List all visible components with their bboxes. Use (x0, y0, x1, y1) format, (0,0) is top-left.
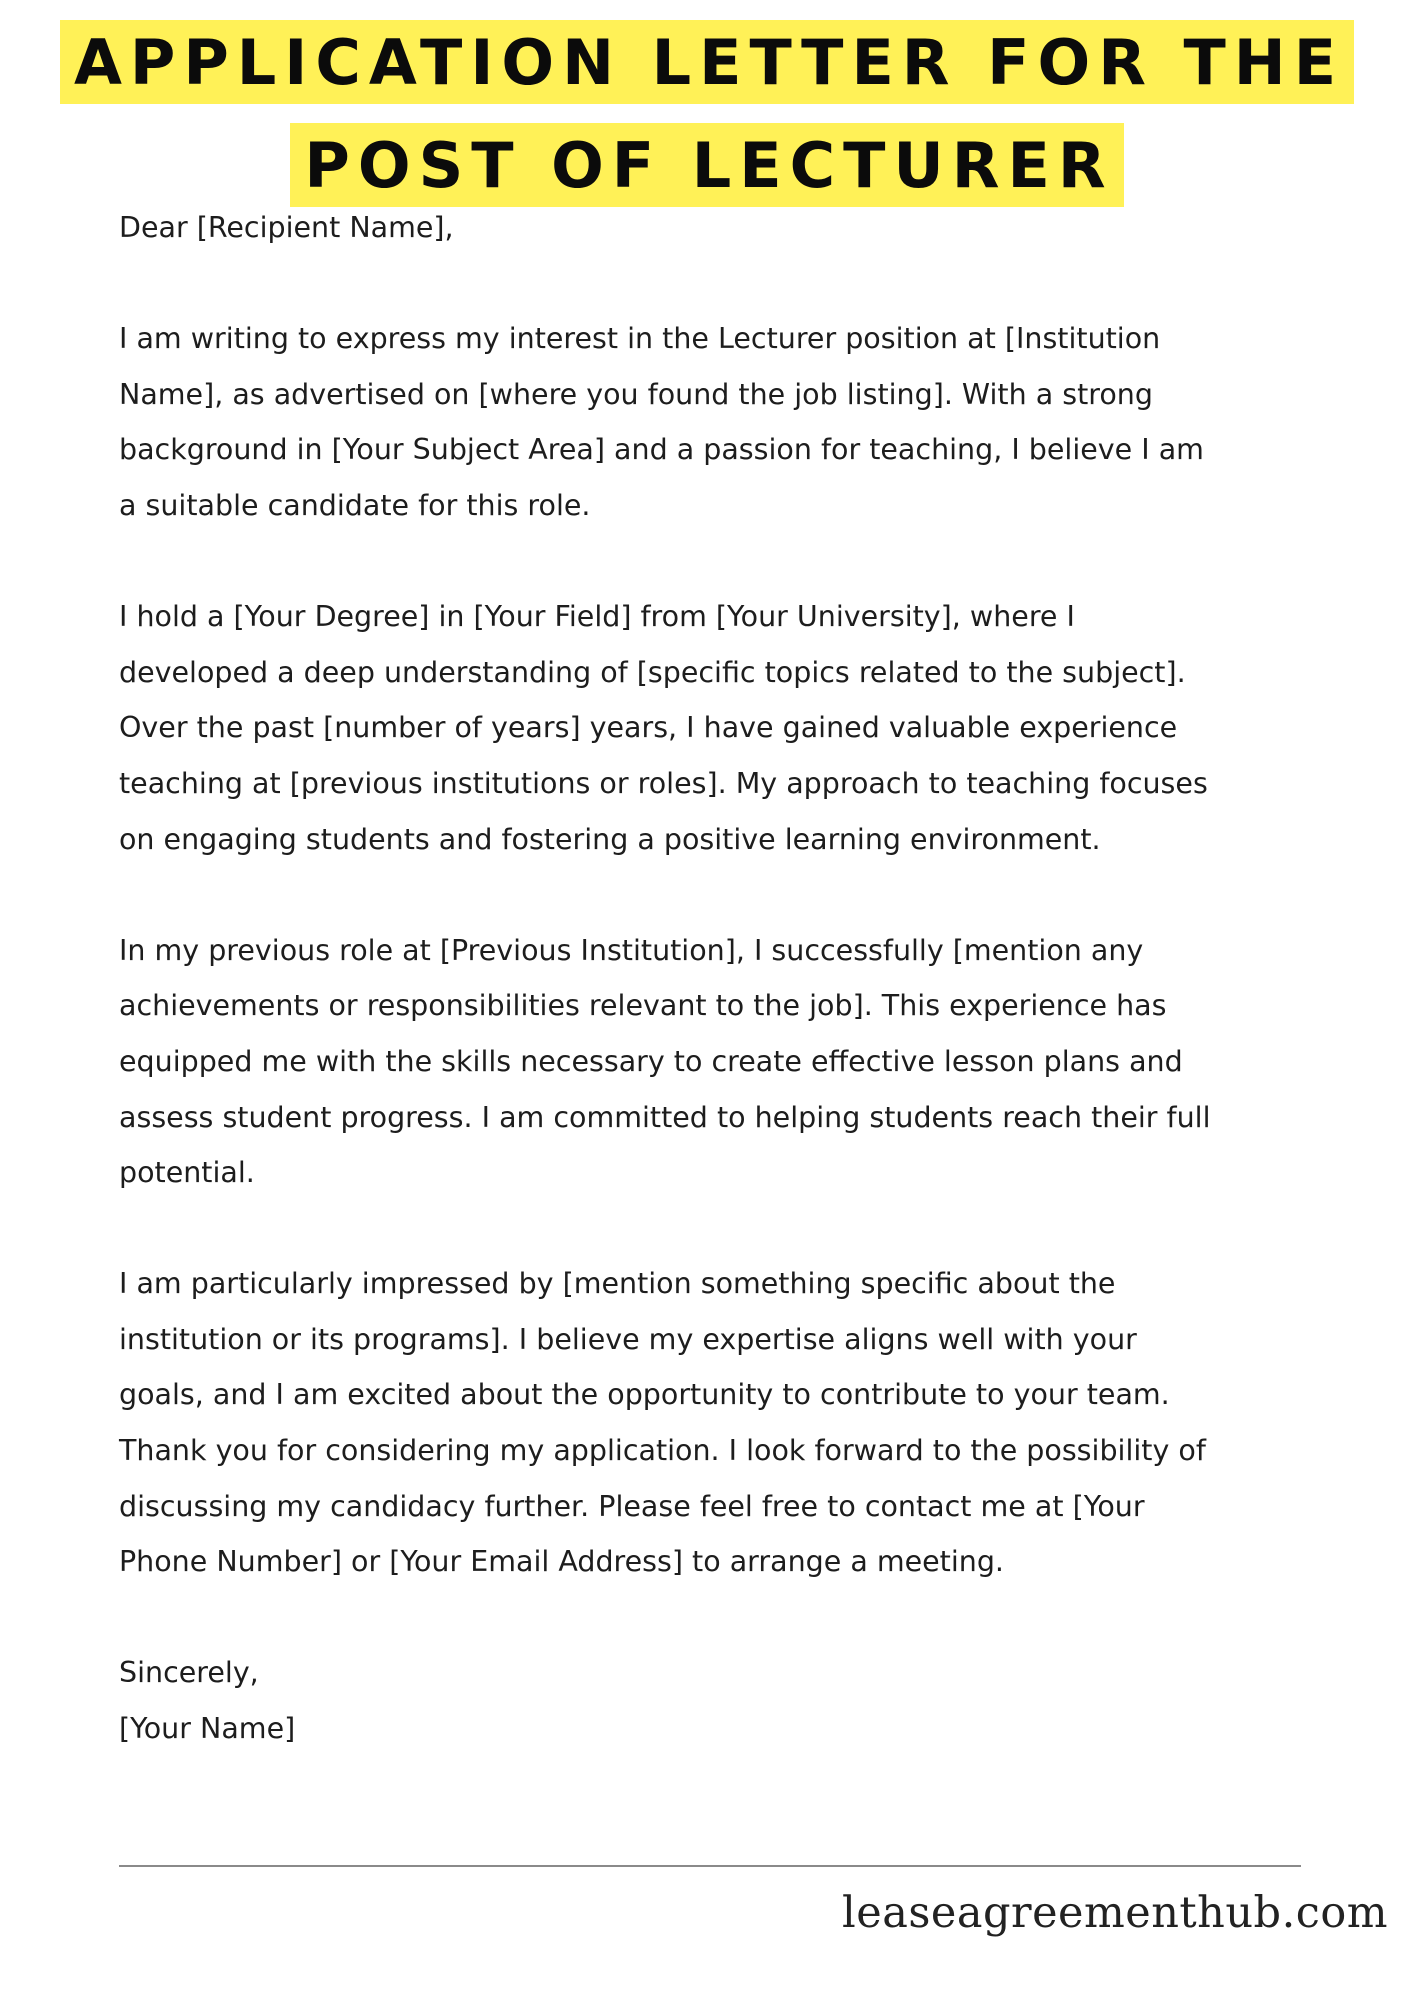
paragraph-intro: I am writing to express my interest in the Lecturer position at [Institution Name], as advertised on [where you found the job listing]. With a strong background in [Your Subject Area] and a passion for teaching, I believe I am a suitable candidate for this role. (119, 322, 1204, 522)
letter-body (119, 200, 1319, 1757)
footer-divider (119, 1865, 1301, 1867)
title-line-1: APPLICATION LETTER FOR THE (60, 20, 1354, 104)
brand-logo: leaseagreementhub.com (842, 1888, 1388, 1938)
title-line-2: POST OF LECTURER (290, 123, 1123, 207)
paragraph-closing-remarks: I am particularly impressed by [mention something specific about the institution or its programs]. I believe my expertise aligns well with your goals, and I am excited about the opportunity to contribute to your team. Thank you for considering my application. I look forward to the possibility of discussing my candidacy further. Please feel free to contact me at [Your Phone Number] or [Your Email Address] to arrange a meeting. (119, 1267, 1206, 1579)
signature: [Your Name] (119, 1712, 296, 1746)
paragraph-qualifications: I hold a [Your Degree] in [Your Field] from [Your University], where I developed a deep understanding of [specific topics related to the subject]. Over the past [number of years] years, I have gained valuable experience teaching at [previous institutions or roles]. My approach to teaching focuses on engaging students and fostering a positive learning environment. (119, 600, 1208, 856)
paragraph-experience: In my previous role at [Previous Institution], I successfully [mention any achievements or responsibilities relevant to the job]. This experience has equipped me with the skills necessary to create effective lesson plans and assess student progress. I am committed to helping students reach their full potential. (119, 933, 1211, 1190)
closing: Sincerely, (119, 1656, 259, 1690)
page-title (0, 20, 1414, 226)
salutation: Dear [Recipient Name], (119, 211, 454, 244)
